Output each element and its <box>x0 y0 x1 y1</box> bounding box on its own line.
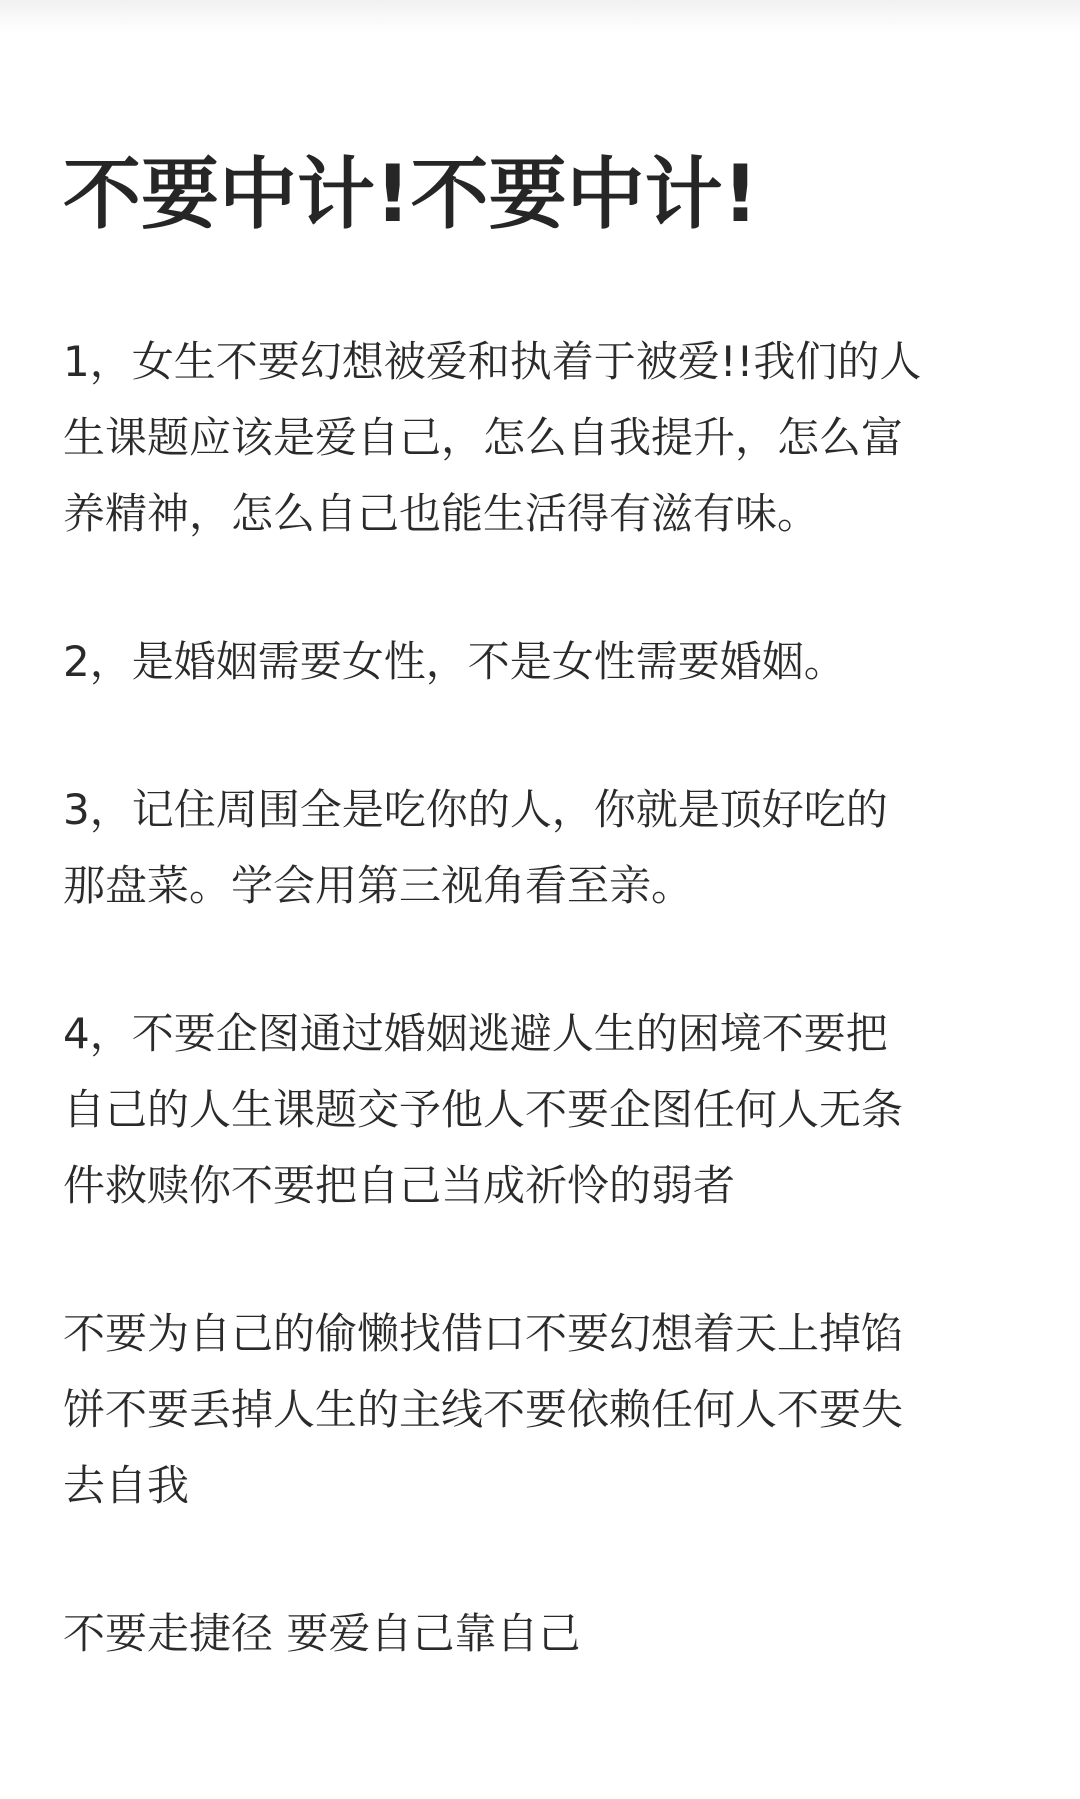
paragraph-6 <box>63 1596 1043 1672</box>
paragraph-4 <box>63 996 1043 1224</box>
paragraph-line: 养精神，怎么自己也能生活得有滋有味。 <box>63 489 820 538</box>
paragraph-line: 3，记住周围全是吃你的人，你就是顶好吃的 <box>63 785 888 834</box>
paragraph-line: 1，女生不要幻想被爱和执着于被爱!!我们的人 <box>63 337 922 386</box>
paragraph-1 <box>63 324 1043 552</box>
article-content <box>63 146 1043 1744</box>
paragraph-line: 饼不要丢掉人生的主线不要依赖任何人不要失 <box>63 1385 904 1434</box>
article-body <box>63 324 1043 1672</box>
paragraph-line: 不要走捷径 要爱自己靠自己 <box>63 1609 581 1658</box>
paragraph-line: 件救赎你不要把自己当成祈怜的弱者 <box>63 1161 736 1210</box>
paragraph-line: 生课题应该是爱自己，怎么自我提升，怎么富 <box>63 413 904 462</box>
paragraph-line: 2，是婚姻需要女性，不是女性需要婚姻。 <box>63 637 846 686</box>
top-edge-shadow <box>0 0 1080 34</box>
paragraph-line: 去自我 <box>63 1461 190 1510</box>
paragraph-2 <box>63 624 1043 700</box>
paragraph-line: 4，不要企图通过婚姻逃避人生的困境不要把 <box>63 1009 888 1058</box>
paragraph-line: 不要为自己的偷懒找借口不要幻想着天上掉馅 <box>63 1309 904 1358</box>
paragraph-3 <box>63 772 1043 924</box>
paragraph-line: 那盘菜。学会用第三视角看至亲。 <box>63 861 694 910</box>
paragraph-line: 自己的人生课题交予他人不要企图任何人无条 <box>63 1085 904 1134</box>
article-title: 不要中计!不要中计! <box>63 150 759 240</box>
paragraph-5 <box>63 1296 1043 1524</box>
